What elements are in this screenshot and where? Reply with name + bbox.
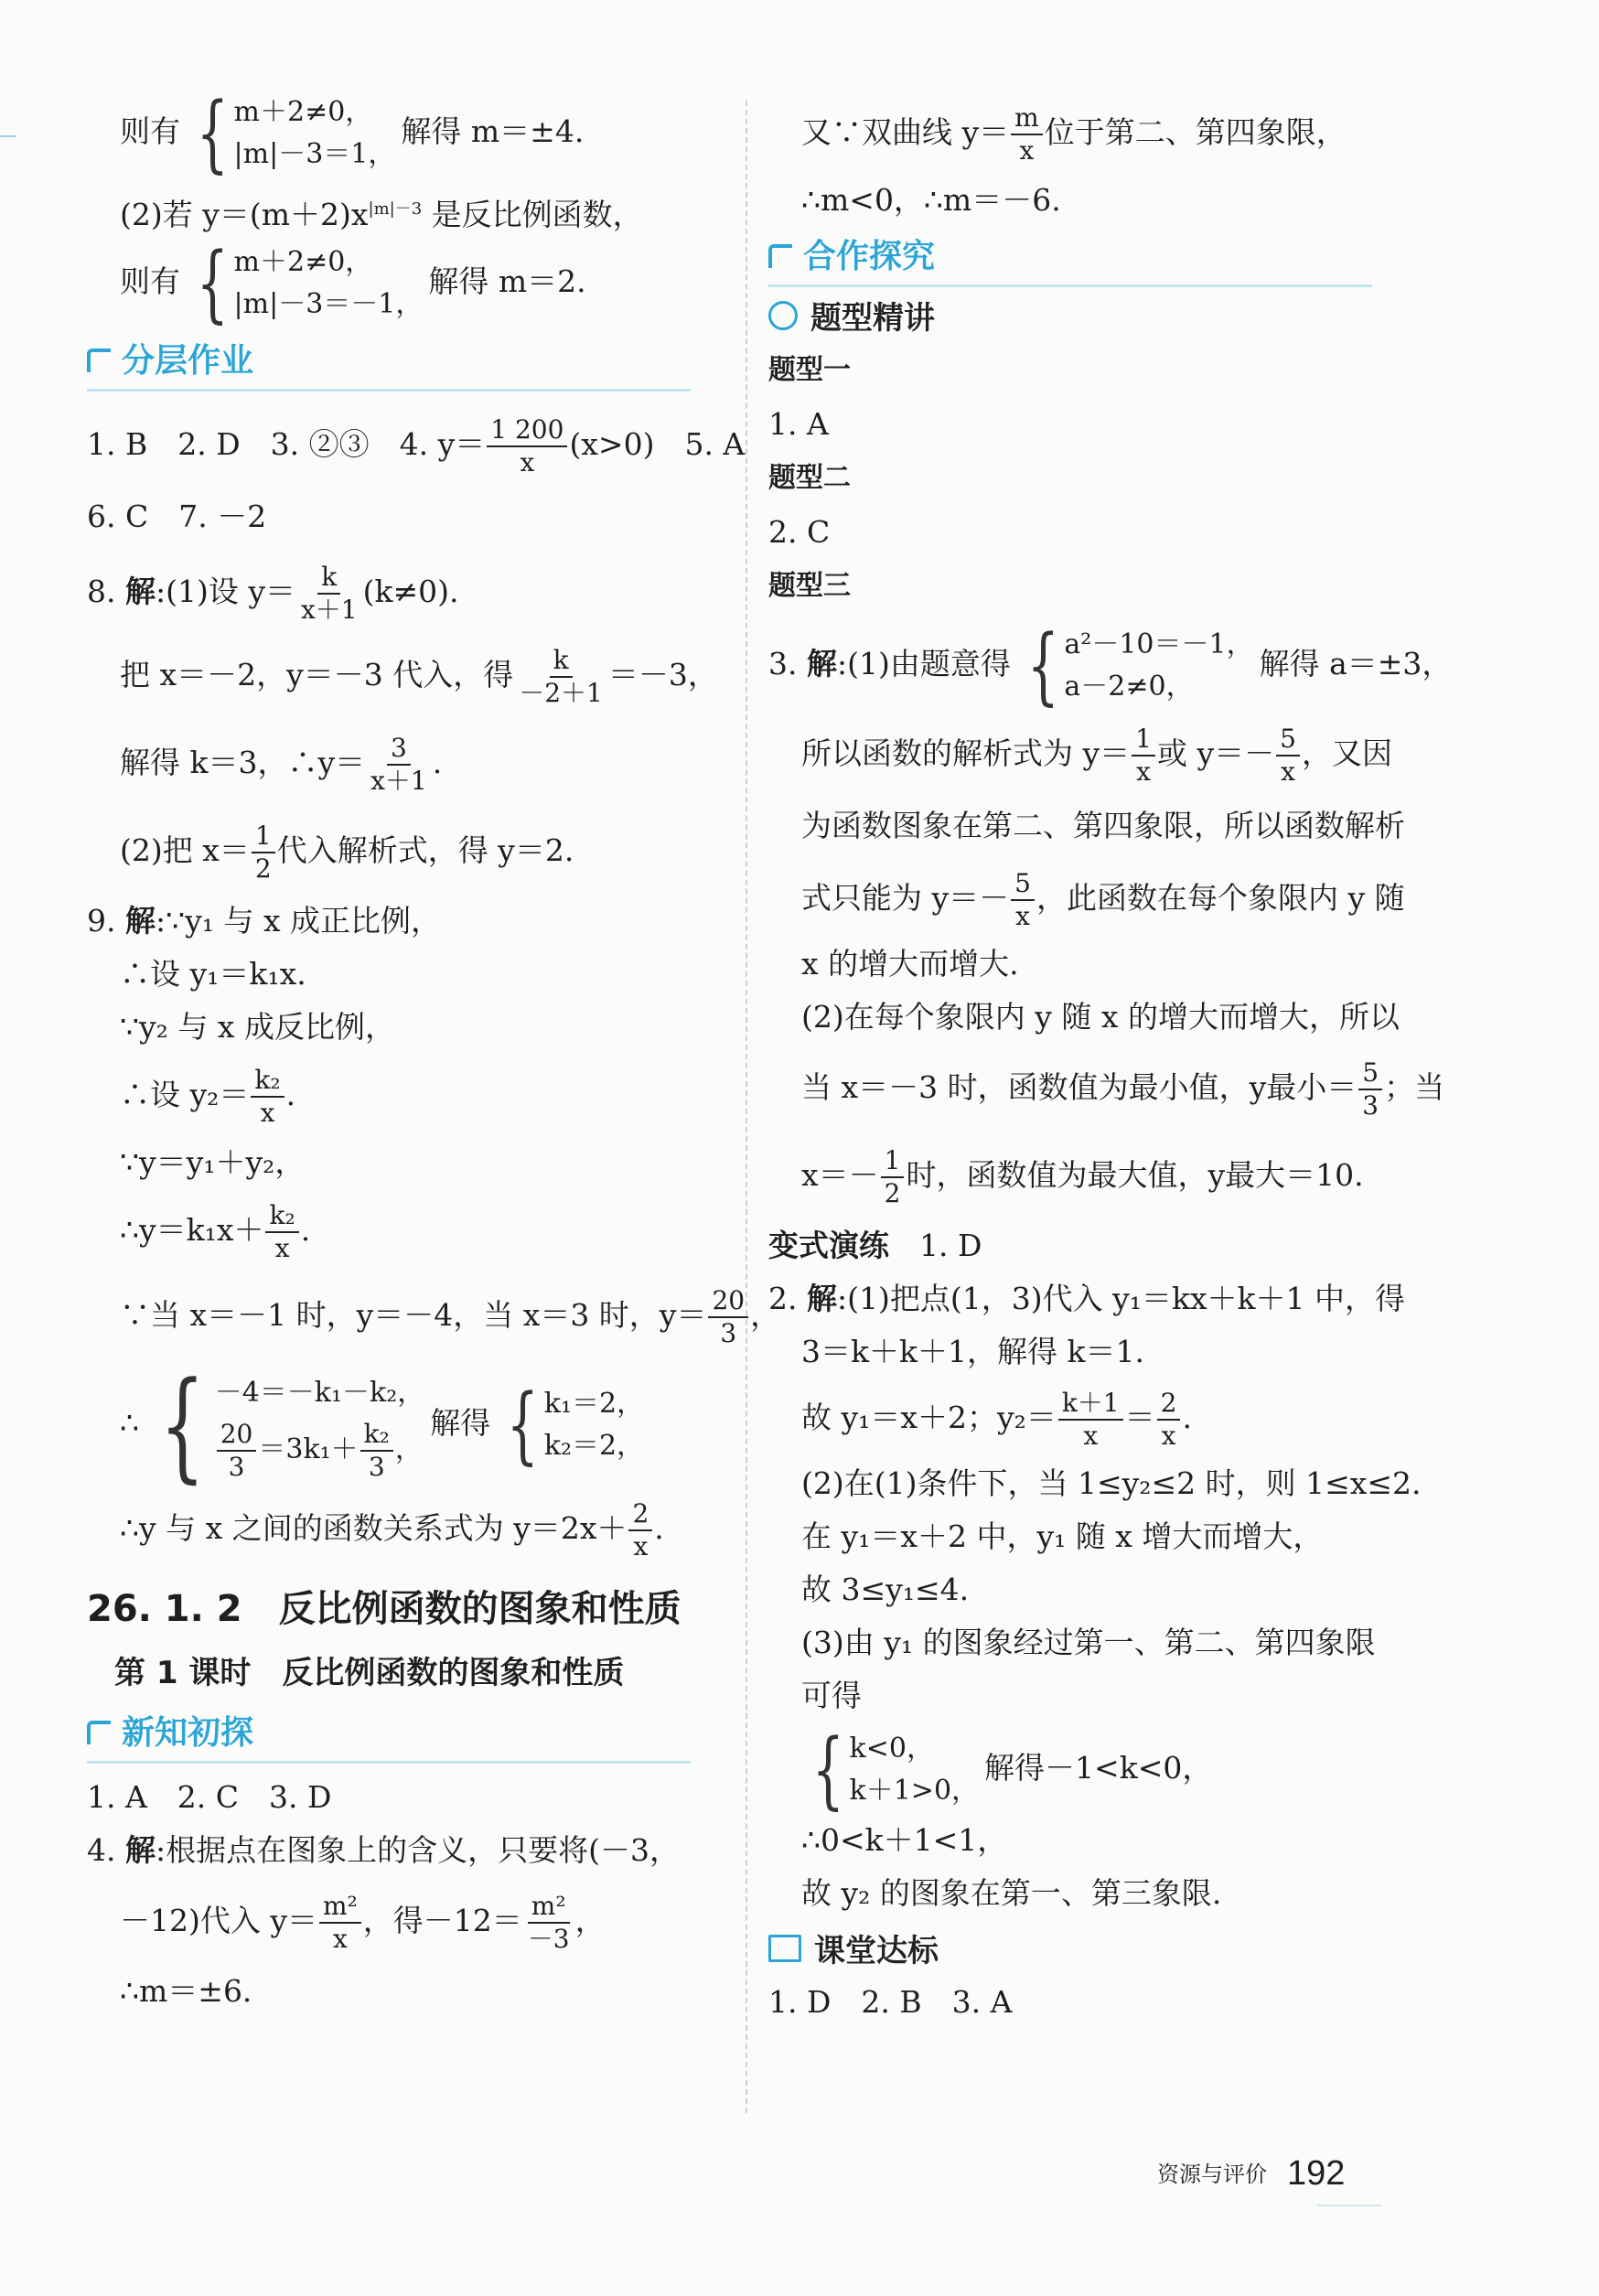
text: :(1)设 y＝ <box>155 574 295 609</box>
section-corner-icon <box>768 244 792 268</box>
q2-line-3 <box>768 1379 1409 1457</box>
q9-line-3: ∵y₂ 与 x 成反比例， <box>120 1009 395 1045</box>
fraction <box>297 562 361 626</box>
q3-line-2 <box>768 714 1409 793</box>
text: x＝－ <box>801 1157 879 1193</box>
text: 则有 <box>120 263 180 299</box>
section-corner-icon <box>87 1721 111 1744</box>
text: 是反比例函数， <box>422 197 643 232</box>
denominator: x <box>520 447 535 477</box>
numerator: k₂ <box>251 1065 284 1098</box>
variant-label: 变式演练 <box>768 1228 889 1263</box>
text: ∴ <box>120 1405 139 1441</box>
text: 1. D <box>889 1228 982 1263</box>
fraction <box>1157 1388 1181 1452</box>
section-title: 26. 1. 2 反比例函数的图象和性质 <box>87 1588 681 1630</box>
text: 9. <box>87 903 125 939</box>
solution-label: 解 <box>806 1281 837 1316</box>
bulb-icon <box>768 301 798 330</box>
denominator: x <box>274 1233 290 1263</box>
r-line-1 <box>768 91 1409 174</box>
q9-line-6 <box>87 1189 727 1271</box>
answers-3: 1. A 2. C 3. D <box>87 1779 332 1815</box>
equation-system: { a²－10＝－1， a－2≠0， <box>1026 617 1254 714</box>
fraction <box>1276 724 1300 788</box>
subheading-class-standard <box>768 1926 1409 1970</box>
q3-line-7 <box>768 1044 1445 1132</box>
text: 则有 <box>120 113 180 149</box>
variant-line <box>768 1219 1409 1272</box>
q2-line-2: 3＝k＋k＋1，解得 k＝1. <box>801 1334 1144 1369</box>
q2-line-10: 故 y₂ 的图象在第一、第三象限. <box>801 1875 1222 1911</box>
subheading-problem-types <box>768 293 1409 338</box>
text: 位于第二、第四象限， <box>1044 114 1347 150</box>
numerator: k <box>550 645 573 678</box>
fraction <box>265 1200 298 1264</box>
q9-line-2: ∴设 y₁＝k₁x. <box>120 956 306 992</box>
fraction <box>319 1891 361 1955</box>
text: 解得 k＝3，∴y＝ <box>120 745 366 780</box>
heading-text: 新知初探 <box>122 1714 254 1752</box>
numerator: 5 <box>1276 724 1300 756</box>
answers-1 <box>87 408 746 481</box>
text: 1. B 2. D 3. ②③ 4. y＝ <box>87 426 486 462</box>
subheading-text: 课堂达标 <box>814 1933 939 1969</box>
denominator: x <box>1161 1421 1176 1451</box>
fraction <box>515 645 606 709</box>
system-row: m＋2≠0， <box>233 246 373 278</box>
q2-line-4: (2)在(1)条件下，当 1≤y₂≤2 时，则 1≤x≤2. <box>801 1465 1422 1501</box>
denominator: －3 <box>527 1924 570 1954</box>
text: 所以函数的解析式为 y＝ <box>801 735 1131 771</box>
system-row: －4＝－k₁－k₂， <box>214 1377 425 1409</box>
footer-underline <box>1317 2205 1381 2206</box>
heading-cooperative-inquiry <box>768 231 1372 287</box>
book-icon <box>768 1935 801 1962</box>
q2-line-7: (3)由 y₁ 的图象经过第一、第二、第四象限 <box>801 1625 1376 1660</box>
fraction <box>487 414 567 478</box>
heading-text: 合作探究 <box>803 238 936 275</box>
text: . <box>432 745 443 780</box>
text: 解得 m＝2. <box>428 263 586 299</box>
equation-system: { k<0， k＋1>0， <box>811 1721 980 1819</box>
r-line-2: ∴m<0，∴m＝－6. <box>801 182 1061 218</box>
q2-line-9: ∴0<k＋1<1， <box>801 1822 1008 1858</box>
q3-line-1 <box>768 614 1453 714</box>
system-row: k₁＝2， <box>543 1388 645 1420</box>
equation-system: { m＋2≠0， |m|－3＝1， <box>196 84 396 182</box>
text: ，又因 <box>1301 735 1392 771</box>
text: . <box>285 1077 296 1112</box>
text: ∵当 x＝－1 时，y＝－4，当 x＝3 时，y＝ <box>120 1297 707 1333</box>
denominator: x <box>633 1531 649 1561</box>
text: 4. <box>87 1832 125 1868</box>
text: :(1)把点(1，3)代入 y₁＝kx＋k＋1 中，得 <box>836 1281 1406 1316</box>
text: ∴设 y₂＝ <box>120 1077 250 1112</box>
fraction <box>524 1891 574 1955</box>
fraction <box>252 821 275 885</box>
q8-line-3 <box>87 719 727 807</box>
q9-line-7 <box>87 1271 781 1359</box>
q9-line-5: ∵y＝y₁＋y₂， <box>120 1144 306 1180</box>
denominator: 2 <box>254 853 272 884</box>
q3-line-6: (2)在每个象限内 y 随 x 的增大而增大，所以 <box>801 999 1400 1035</box>
answers-class: 1. D 2. B 3. A <box>768 1984 1013 2020</box>
text: 或 y＝－ <box>1156 735 1275 771</box>
fraction <box>881 1145 905 1209</box>
q9-line-4 <box>87 1054 727 1136</box>
denominator: 3 <box>228 1452 245 1482</box>
text: 代入解析式，得 y＝2. <box>276 832 574 868</box>
q2-line-system <box>768 1721 1409 1819</box>
text: (k≠0). <box>362 574 459 609</box>
system-row: |m|－3＝－1， <box>233 288 424 320</box>
q3-line-8 <box>768 1132 1409 1219</box>
subheading-text: 题型精讲 <box>810 300 935 337</box>
system-row: a²－10＝－1， <box>1064 628 1254 660</box>
text: 8. <box>87 574 125 609</box>
q2-line-6: 故 3≤y₁≤4. <box>801 1572 970 1607</box>
page-number: 192 <box>1287 2154 1346 2193</box>
text: ＝3k₁＋ <box>258 1433 359 1465</box>
text: 故 y₁＝x＋2；y₂＝ <box>801 1400 1057 1435</box>
answers-2: 6. C 7. －2 <box>87 499 267 534</box>
system-row: k₂＝2， <box>543 1430 645 1462</box>
numerator: m² <box>528 1891 570 1924</box>
denominator: x <box>260 1098 275 1128</box>
system-row: k<0， <box>849 1733 934 1765</box>
footer-label: 资源与评价 <box>1157 2162 1267 2187</box>
text: 2. <box>768 1281 807 1316</box>
fraction <box>251 1065 284 1129</box>
text: ∴y 与 x 之间的函数关系式为 y＝2x＋ <box>120 1510 628 1546</box>
text: ＝－3， <box>607 657 718 692</box>
text: 3. <box>768 646 807 681</box>
numerator: 5 <box>1358 1057 1382 1090</box>
text: ， <box>394 1433 423 1465</box>
system-row: a－2≠0， <box>1064 671 1194 703</box>
right-column <box>768 91 1453 2029</box>
left-column <box>87 84 781 2018</box>
numerator: 1 <box>1132 724 1155 756</box>
numerator: 2 <box>1157 1388 1181 1421</box>
q2-line-5: 在 y₁＝x＋2 中，y₁ 随 x 增大而增大， <box>801 1518 1324 1554</box>
denominator: 3 <box>1362 1090 1379 1121</box>
line-system-1 <box>87 84 727 182</box>
solution-label: 解 <box>124 903 156 939</box>
text: －12)代入 y＝ <box>120 1903 317 1938</box>
text: 解得 a＝±3， <box>1259 646 1453 681</box>
text: 又∵双曲线 y＝ <box>801 114 1010 150</box>
q8-line-4 <box>87 807 727 895</box>
denominator: x＋1 <box>370 766 427 796</box>
text: ， <box>750 1297 781 1333</box>
q3-line-3: 为函数图象在第二、第四象限，所以函数解析 <box>801 808 1405 843</box>
fraction <box>1011 102 1043 166</box>
equation-system: { －4＝－k₁－k₂， $\frac{20}{3}$ ＝3k₁＋ $\frac{\text{k₂}}{3}$ ， <box>159 1356 425 1495</box>
text: (x>0) 5. A <box>569 426 746 462</box>
fraction <box>367 733 431 797</box>
q4-line-1 <box>87 1824 727 1877</box>
q3-line-4 <box>768 859 1409 938</box>
fraction <box>628 1498 652 1562</box>
text: ＝ <box>1124 1400 1155 1435</box>
numerator: 20 <box>217 1419 257 1452</box>
denominator: x <box>1019 135 1035 166</box>
line-system-2 <box>87 234 727 332</box>
q9-line-8 <box>87 1487 727 1570</box>
q4-line-2 <box>87 1877 727 1965</box>
text: (2)把 x＝ <box>120 832 250 868</box>
text: . <box>1182 1400 1192 1435</box>
text: 当 x＝－3 时，函数值为最小值，y最小＝ <box>801 1069 1358 1105</box>
text: ， <box>574 1903 606 1938</box>
text: . <box>654 1510 664 1546</box>
text: ，此函数在每个象限内 y 随 <box>1036 880 1405 916</box>
denominator: x <box>1015 901 1030 931</box>
heading-layered-homework <box>87 335 691 392</box>
numerator: 1 200 <box>487 414 567 447</box>
denominator: 3 <box>720 1318 737 1348</box>
text: (2)若 y＝(m＋2)x <box>120 197 369 232</box>
numerator: 20 <box>708 1285 748 1318</box>
system-row: m＋2≠0， <box>233 96 373 128</box>
text: 解得 <box>430 1405 491 1441</box>
denominator: x <box>1083 1421 1099 1451</box>
edge-mark <box>0 135 16 137</box>
q2-line-1 <box>768 1272 1409 1325</box>
text: 把 x＝－2，y＝－3 代入，得 <box>120 657 514 692</box>
text: :∵y₁ 与 x 成正比例， <box>155 903 442 939</box>
fraction <box>1058 1388 1123 1452</box>
fraction <box>1132 724 1155 788</box>
numerator: 5 <box>1011 868 1035 901</box>
numerator: 2 <box>628 1498 652 1531</box>
system-row: |m|－3＝1， <box>233 138 396 170</box>
q3-line-5: x 的增大而增大. <box>801 946 1019 982</box>
type-label: 题型二 <box>768 462 851 494</box>
fraction <box>1358 1057 1382 1121</box>
fraction <box>1011 868 1035 932</box>
equation-system: { k₁＝2， k₂＝2， <box>506 1376 645 1474</box>
solution-label: 解 <box>124 574 156 609</box>
q4-line-3: ∴m＝±6. <box>120 1973 252 2009</box>
q8-line-2 <box>87 631 727 719</box>
denominator: x＋1 <box>300 595 358 625</box>
numerator: 1 <box>881 1145 905 1178</box>
solution-label: 解 <box>124 1832 156 1868</box>
denominator: 2 <box>884 1178 901 1208</box>
denominator: x <box>332 1924 348 1954</box>
type-label: 题型三 <box>768 570 851 602</box>
type1-answer: 1. A <box>768 406 829 442</box>
q8-line-1 <box>87 553 727 631</box>
fraction <box>708 1285 748 1349</box>
page-footer <box>1157 2154 1345 2194</box>
denominator: －2＋1 <box>519 678 603 708</box>
denominator: 3 <box>368 1452 385 1482</box>
text: . <box>300 1212 311 1248</box>
text: :(1)由题意得 <box>836 646 1011 681</box>
denominator: x <box>1281 756 1295 787</box>
numerator: 3 <box>387 733 411 766</box>
line-2 <box>87 183 727 241</box>
denominator: x <box>1136 756 1151 787</box>
text: 时，函数值为最大值，y最大＝10. <box>906 1157 1364 1193</box>
text: 解得 m＝±4. <box>401 113 585 149</box>
equation-system: { m＋2≠0， |m|－3＝－1， <box>196 234 424 332</box>
exponent: |m|－3 <box>368 199 423 219</box>
q9-line-1 <box>87 895 727 948</box>
text: ，得－12＝ <box>362 1903 522 1938</box>
q9-line-system <box>87 1356 727 1495</box>
numerator: k <box>317 562 340 595</box>
text: :根据点在图象上的含义，只要将(－3， <box>155 1832 680 1868</box>
text: ∴y＝k₁x＋ <box>120 1212 264 1248</box>
lesson-title: 第 1 课时 反比例函数的图象和性质 <box>114 1655 625 1691</box>
type2-answer: 2. C <box>768 514 831 550</box>
numerator: k₂ <box>265 1200 298 1233</box>
column-divider <box>746 101 747 2113</box>
section-corner-icon <box>87 349 111 372</box>
heading-new-knowledge <box>87 1707 691 1764</box>
type-label: 题型一 <box>768 354 851 386</box>
text: 解得－1<k<0， <box>984 1750 1213 1786</box>
numerator: m <box>1011 102 1043 135</box>
text: ；当 <box>1384 1069 1445 1105</box>
heading-text: 分层作业 <box>122 342 254 380</box>
numerator: k₂ <box>360 1419 393 1452</box>
q2-line-8: 可得 <box>801 1678 862 1713</box>
system-row <box>215 1419 425 1483</box>
numerator: k＋1 <box>1058 1388 1123 1421</box>
solution-label: 解 <box>806 646 837 681</box>
numerator: m² <box>319 1891 361 1924</box>
numerator: 1 <box>252 821 275 853</box>
text: 式只能为 y＝－ <box>801 880 1010 916</box>
system-row: k＋1>0， <box>849 1775 980 1807</box>
